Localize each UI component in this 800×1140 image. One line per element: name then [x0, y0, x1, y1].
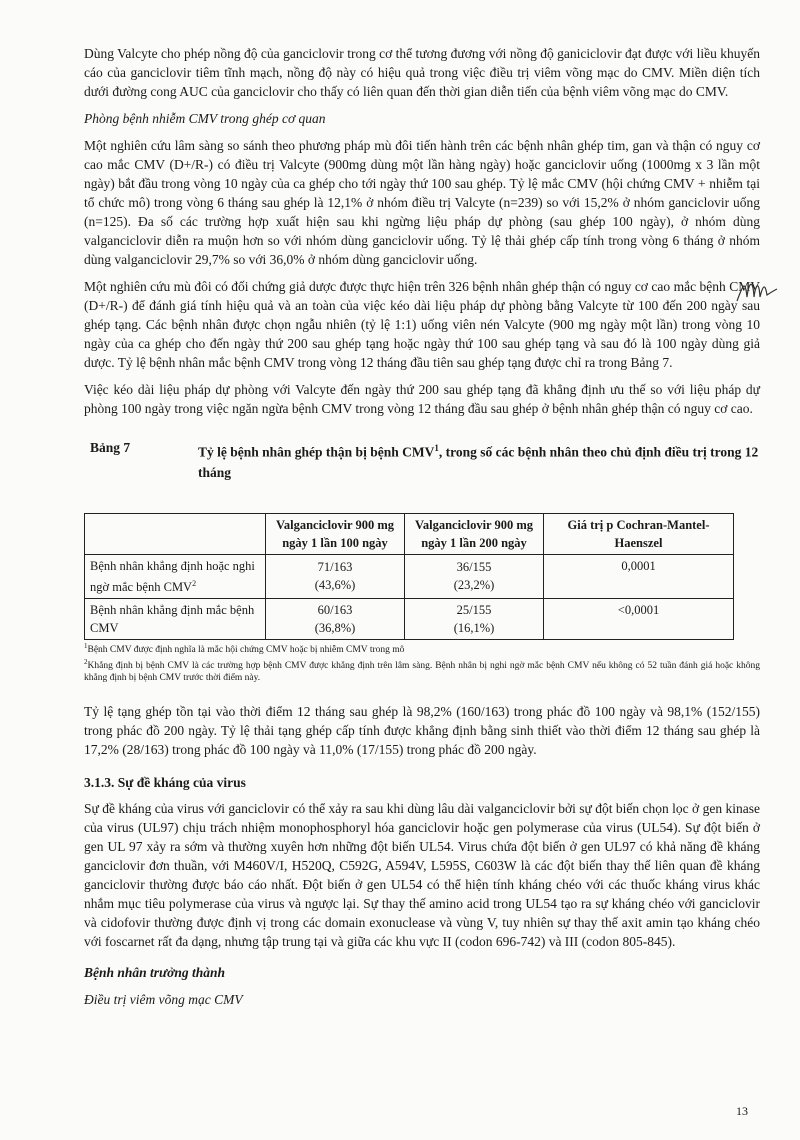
cell-100-days: 71/163 (43,6%): [266, 554, 405, 598]
cell-p-value: 0,0001: [544, 554, 734, 598]
header-200-days: Valganciclovir 900 mg ngày 1 lần 200 ngày: [405, 513, 544, 554]
section-heading-resistance: 3.1.3. Sự đề kháng của virus: [84, 774, 246, 790]
header-p-value: Giá trị p Cochran-Mantel-Haenszel: [544, 513, 734, 554]
table-label: Bảng 7: [90, 440, 131, 455]
document-page: [84, 44, 760, 1017]
subheading-retinitis-treatment: Điều trị viêm võng mạc CMV: [84, 991, 243, 1007]
cell-200-days: 36/155 (23,2%): [405, 554, 544, 598]
paragraph-kidney-transplant-study: Một nghiên cứu mù đôi có đối chứng giả dược được thực hiện trên 326 bệnh nhân ghép thận có nguy cơ cao mắc bệnh CMV (D+/R-) để đánh giá tính hiệu quả và an toàn của việc kéo dài liệu pháp dự phòng bằng Valcyte từ 100 đến 200 ngày sau ghép tạng. Các bệnh nhân được chọn ngẫu nhiên (tỷ lệ 1:1) uống viên nén Valcyte (900 mg ngày một lần) trong vòng 10 ngày của ca ghép cho đến ngày thứ 200 sau ghép tạng hoặc ngày thứ 100 sau ghép tạng và sau đó là 100 ngày dùng giả dược. Tỷ lệ bệnh nhân mắc bệnh CMV trong vòng 12 tháng đầu tiên sau ghép tạng được chỉ ra trong Bảng 7.: [84, 279, 760, 370]
table-footnote-1: $^1$Bệnh CMV được định nghĩa là mắc hội chứng CMV hoặc bị nhiễm CMV trong mô: [84, 641, 405, 655]
table-caption: [84, 438, 760, 483]
cell-100-days: 60/163 (36,8%): [266, 598, 405, 639]
paragraph-organ-transplant-study: Một nghiên cứu lâm sàng so sánh theo phương pháp mù đôi tiến hành trên các bệnh nhân ghép tim, gan và thận có nguy cơ cao mắc CMV (D+/R-) có điều trị Valcyte (900mg dùng một lần hàng ngày) hoặc ganciclovir uống (1000mg x 3 lần một ngày) bắt đầu trong vòng 10 ngày của ca ghép cho tới ngày thứ 100 sau ghép. Tỷ lệ mắc CMV (hội chứng CMV + nhiễm tại tổ chức mô) trong vòng 6 tháng sau ghép là 12,1% ở nhóm điều trị Valcyte (n=239) so với 15,2% ở nhóm ganciclovir uống (n=125). Đa số các trường hợp xuất hiện sau khi ngừng liệu pháp dự phòng (sau ghép 100 ngày), ở nhóm dùng valganciclovir diễn ra muộn hơn so với nhóm dùng ganciclovir uống. Tỷ lệ thải ghép cấp tính trong vòng 6 tháng ở nhóm dùng valganciclovir 29,7% so với 36,0% ở nhóm dùng ganciclovir uống.: [84, 138, 760, 267]
table-row: [85, 598, 734, 639]
paragraph-graft-survival: Tỷ lệ tạng ghép tồn tại vào thời điểm 12 tháng sau ghép là 98,2% (160/163) trong phác đồ 100 ngày và 98,1% (152/155) trong phác đồ 200 ngày. Tỷ lệ thải tạng ghép cấp tính được khẳng định bằng sinh thiết vào thời điểm 12 tháng sau ghép là 17,2% (28/163) trong phác đồ 100 ngày và 11,0% (17/155) trong phác đồ 200 ngày.: [84, 703, 760, 757]
table-title: Tỷ lệ bệnh nhân ghép thận bị bệnh CMV$^1$, trong số các bệnh nhân theo chủ định điều trị trong 12 tháng: [198, 443, 759, 480]
cmv-incidence-table: [84, 513, 734, 640]
handwritten-signature: [735, 275, 779, 305]
table-header-row: [85, 513, 734, 554]
paragraph-virus-resistance: Sự đề kháng của virus với ganciclovir có thể xảy ra sau khi dùng lâu dài valganciclovir bởi sự đột biến chọn lọc ở gen kinase của virus (UL97) chịu trách nhiệm monophosphoryl hóa ganciclovir hoặc gen polymerase của virus (UL54). Sự đột biến ở gen UL 97 xảy ra sớm và thường xuyên hơn những đột biến UL54. Virus chứa đột biến ở gen UL97 có khả năng đề kháng ganciclovir đơn thuần, với M460V/I, H520Q, C592G, A594V, L595S, C603W là các đột biến thay thế liên quan đề kháng ganciclovir thường được báo cáo nhất. Đột biến ở gen UL54 có thể hiện tính kháng chéo với các thuốc kháng virus khác nhắm mục tiêu polymerase của virus và ngược lại. Sự thay thế amino acid trong UL54 tạo ra sự kháng chéo với ganciclovir và cidofovir thường được định vị trong các domain exonuclease và vùng V, tuy nhiên sự thay thế axit amin tạo kháng chéo với foscarnet rất đa dạng, nhưng tập trung tại và giữa các khu vực II (codon 696-742) và III (codon 805-845).: [84, 800, 760, 949]
table-row: [85, 554, 734, 598]
header-empty: [85, 513, 266, 554]
row-label: Bệnh nhân khẳng định hoặc nghi ngờ mắc bệnh CMV$^2$: [85, 554, 266, 598]
row-label: Bệnh nhân khẳng định mắc bệnh CMV: [85, 598, 266, 639]
table-footnote-2: $^2$Khẳng định bị bệnh CMV là các trường hợp bệnh CMV được khẳng định trên lâm sàng. Bệnh nhân bị nghi ngờ mắc bệnh CMV nếu không có 52 tuần đánh giá hoặc không khẳng định bị bệnh CMV trước thời điểm này.: [84, 657, 760, 683]
page-number: 13: [736, 1104, 748, 1118]
header-100-days: Valganciclovir 900 mg ngày 1 lần 100 ngày: [266, 513, 405, 554]
paragraph-valcyte-exposure: Dùng Valcyte cho phép nồng độ của ganciclovir trong cơ thể tương đương với nồng độ ganiciclovir đạt được với liều khuyến cáo của ganciclovir tiêm tĩnh mạch, nồng độ này có hiệu quả trong việc điều trị viêm võng mạc do CMV. Miền diện tích dưới đường cong AUC của ganciclovir cho thấy có liên quan đến thời gian diễn tiến của bệnh viêm võng mạc do CMV.: [84, 46, 760, 99]
subheading-adult-patients: Bệnh nhân trưởng thành: [84, 964, 226, 980]
cell-200-days: 25/155 (16,1%): [405, 598, 544, 639]
paragraph-extended-prophylaxis: Việc kéo dài liệu pháp dự phòng với Valcyte đến ngày thứ 200 sau ghép tạng đã khẳng định ưu thế so với liệu pháp dự phòng 100 ngày trong việc ngăn ngừa bệnh CMV trong vòng 12 tháng đầu sau ghép ở bệnh nhân ghép thận có nguy cơ cao.: [84, 382, 760, 416]
subheading-prevention: Phòng bệnh nhiễm CMV trong ghép cơ quan: [84, 111, 326, 126]
cell-p-value: <0,0001: [544, 598, 734, 639]
